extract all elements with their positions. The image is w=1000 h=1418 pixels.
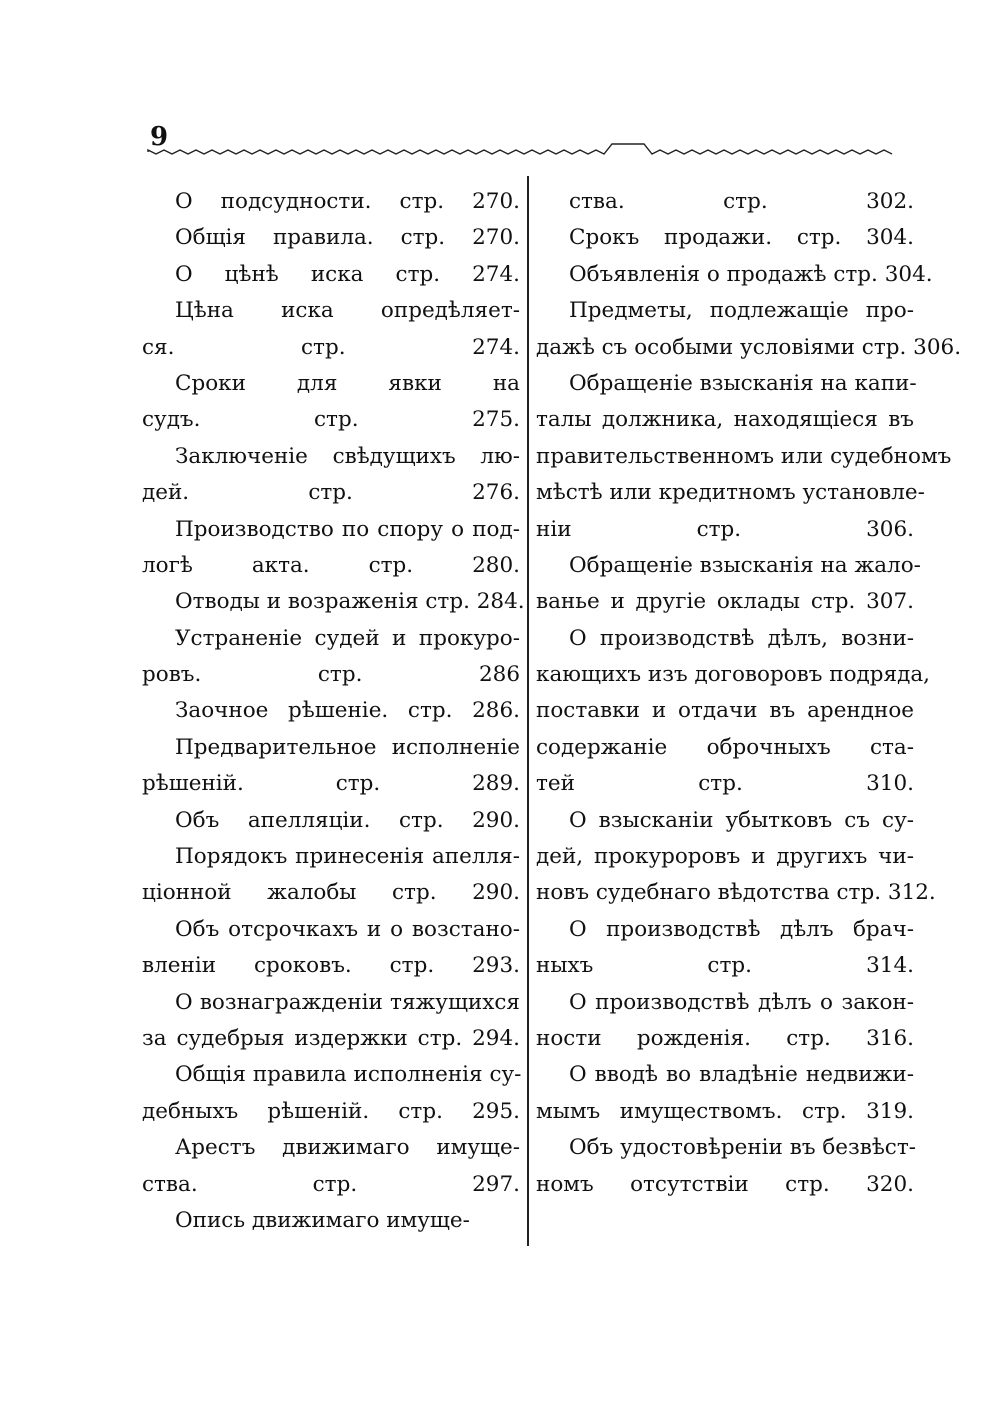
- toc-entry: [536, 1057, 914, 1130]
- toc-entry-line: Объ удостовѣреніи въ безвѣст-: [569, 1135, 917, 1161]
- toc-entry-line: дей. стр. 276.: [142, 480, 520, 506]
- toc-entry: [142, 293, 520, 366]
- toc-entry-line: Устраненіе судей и прокуро-: [175, 625, 520, 651]
- toc-entry-line: Сроки для явки на: [175, 370, 520, 396]
- toc-entry-line: О производствѣ дѣлъ брач-: [569, 916, 914, 942]
- toc-entry-line: Производство по спору о под-: [175, 516, 520, 542]
- toc-entry: [536, 548, 921, 621]
- toc-entry-line: О производствѣ дѣлъ, возни-: [569, 625, 914, 651]
- toc-entry-line: дебныхъ рѣшеній. стр. 295.: [142, 1098, 520, 1124]
- toc-entry-line: О взысканіи убытковъ съ су-: [569, 807, 914, 833]
- toc-entry-line: Заключеніе свѣдущихъ лю-: [175, 443, 520, 469]
- toc-entry: [142, 730, 520, 803]
- page-number: 9: [150, 122, 169, 152]
- toc-entry-line: О производствѣ дѣлъ о закон-: [569, 989, 914, 1015]
- toc-entry-line: поставки и отдачи въ арендное: [536, 698, 914, 724]
- toc-entry: [536, 912, 914, 985]
- toc-entry-line: рѣшеній. стр. 289.: [142, 771, 520, 797]
- toc-entry-line: Объявленія о продажѣ стр. 304.: [569, 261, 933, 287]
- toc-entry-line: ства. стр. 297.: [142, 1171, 520, 1197]
- toc-entry-line: тей стр. 310.: [536, 771, 914, 797]
- column-divider: [527, 176, 529, 1246]
- toc-entry: [536, 985, 914, 1058]
- toc-entry-line: Заочное рѣшеніе. стр. 286.: [175, 698, 520, 724]
- toc-entry-line: дей, прокуроровъ и другихъ чи-: [536, 844, 914, 870]
- toc-entry-line: ныхъ стр. 314.: [536, 953, 914, 979]
- toc-entry-line: Предварительное исполненіе: [175, 734, 520, 760]
- toc-entry: [142, 839, 520, 912]
- toc-entry-line: дажѣ съ особыми условіями стр. 306.: [536, 334, 962, 360]
- toc-entry-line: новъ судебнаго вѣдотства стр. 312.: [536, 880, 936, 906]
- toc-left-column: [142, 184, 525, 1239]
- toc-entry-line: содержаніе оброчныхъ ста-: [536, 734, 914, 760]
- toc-entry: [142, 1203, 520, 1239]
- toc-entry-line: талы должника, находящіеся въ: [536, 407, 914, 433]
- toc-entry-line: мѣстѣ или кредитномъ установле-: [536, 480, 925, 506]
- toc-entry-line: за судебрыя издержки стр. 294.: [142, 1025, 520, 1051]
- toc-entry: [142, 1130, 520, 1203]
- toc-entry-line: Цѣна иска опредѣляет-: [175, 298, 520, 324]
- toc-entry-line: Общія правила. стр. 270.: [175, 225, 520, 251]
- toc-entry: [142, 366, 520, 439]
- toc-entry: [536, 621, 930, 803]
- toc-entry: [142, 512, 520, 585]
- toc-entry: [536, 293, 962, 366]
- toc-entry: [142, 184, 520, 220]
- toc-entry-line: О вознагражденіи тяжущихся: [175, 989, 520, 1015]
- toc-entry: [142, 621, 520, 694]
- toc-entry-line: ровъ. стр. 286: [142, 662, 520, 688]
- toc-entry-line: О подсудности. стр. 270.: [175, 189, 520, 214]
- toc-entry-line: Обращеніе взысканія на капи-: [569, 370, 917, 396]
- toc-entry-line: правительственномъ или судебномъ: [536, 443, 952, 469]
- toc-entry: [142, 985, 520, 1058]
- toc-entry-line: О вводѣ во владѣніе недвижи-: [569, 1062, 914, 1088]
- toc-entry-line: Объ отсрочкахъ и о возстано-: [175, 916, 520, 942]
- toc-entry-line: логѣ акта. стр. 280.: [142, 552, 520, 578]
- toc-entry: [142, 439, 520, 512]
- toc-entry-line: Объ апелляціи. стр. 290.: [175, 807, 520, 833]
- toc-entry-line: Отводы и возраженія стр. 284.: [175, 589, 525, 615]
- toc-entry-line: Порядокъ принесенія апелля-: [175, 844, 520, 870]
- toc-entry-line: Общія правила исполненія су-: [175, 1062, 522, 1088]
- toc-entry: [142, 803, 520, 839]
- toc-entry: [536, 1130, 917, 1203]
- toc-entry-line: ся. стр. 274.: [142, 334, 520, 360]
- toc-entry-line: Срокъ продажи. стр. 304.: [569, 225, 914, 251]
- toc-entry-line: судъ. стр. 275.: [142, 407, 520, 433]
- toc-entry-line: ности рожденія. стр. 316.: [536, 1025, 914, 1051]
- toc-entry: [142, 912, 520, 985]
- toc-right-column: [536, 184, 962, 1203]
- toc-entry: [536, 803, 936, 912]
- toc-entry-line: вленіи сроковъ. стр. 293.: [142, 953, 520, 979]
- toc-entry-line: О цѣнѣ иска стр. 274.: [175, 261, 520, 287]
- toc-entry: [142, 693, 520, 729]
- toc-entry: [142, 1057, 520, 1130]
- toc-entry: [536, 220, 914, 256]
- toc-entry-line: номъ отсутствіи стр. 320.: [536, 1171, 914, 1197]
- toc-entry-line: ніи стр. 306.: [536, 516, 914, 542]
- toc-entry-line: Предметы, подлежащіе про-: [569, 298, 914, 324]
- toc-entry-line: ства. стр. 302.: [569, 189, 914, 214]
- toc-entry-line: Обращеніе взысканія на жало-: [569, 552, 921, 578]
- toc-entry-line: Арестъ движимаго имуще-: [175, 1135, 520, 1161]
- toc-entry: [536, 184, 914, 220]
- decorative-wavy-rule: [148, 140, 898, 160]
- toc-entry: [142, 584, 525, 620]
- toc-entry: [142, 257, 520, 293]
- toc-entry: [536, 257, 933, 293]
- toc-entry-line: мымъ имуществомъ. стр. 319.: [536, 1098, 914, 1124]
- toc-entry-line: Опись движимаго имуще-: [175, 1207, 470, 1233]
- toc-entry: [142, 220, 520, 256]
- toc-entry: [536, 366, 952, 548]
- toc-entry-line: ціонной жалобы стр. 290.: [142, 880, 520, 906]
- toc-entry-line: кающихъ изъ договоровъ подряда,: [536, 662, 930, 688]
- toc-entry-line: ванье и другіе оклады стр. 307.: [536, 589, 914, 615]
